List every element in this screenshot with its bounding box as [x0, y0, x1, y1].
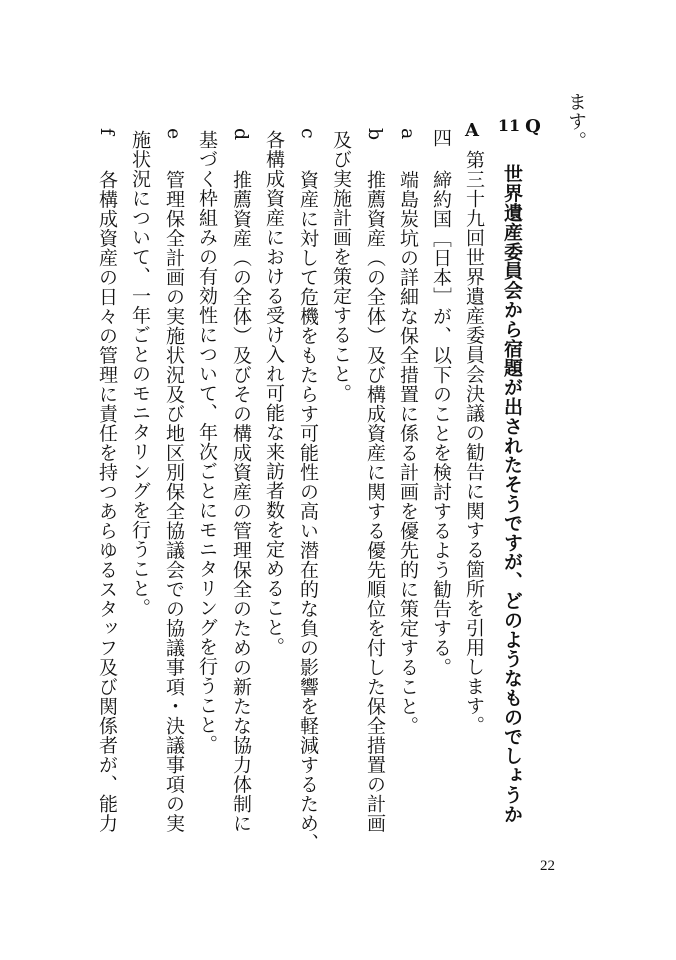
item-b	[365, 128, 384, 153]
carryover-line	[566, 92, 585, 151]
item-b-text-2	[331, 130, 350, 403]
item-four	[431, 128, 450, 160]
item-c	[298, 128, 317, 151]
answer-intro	[464, 150, 483, 735]
item-line: 基づく枠組みの有効性について、年次ごとにモニタリングを行うこと。	[196, 130, 218, 754]
question-marker	[497, 118, 545, 136]
item-marker: a	[397, 128, 419, 140]
item-marker: 四	[430, 128, 452, 148]
item-line: 端島炭坑の詳細な保全措置に係る計画を優先的に策定すること。	[397, 170, 419, 736]
item-marker: e	[163, 128, 185, 140]
item-f-text-1	[97, 170, 116, 833]
item-marker: b	[364, 128, 386, 141]
carryover-text: ます。	[565, 92, 587, 151]
item-c-text-1	[298, 170, 317, 853]
item-d	[231, 128, 250, 153]
item-line: 各構成資産における受け入れ可能な来訪者数を定めること。	[263, 130, 285, 657]
item-a-text	[398, 170, 417, 736]
item-b-text-1	[365, 170, 384, 833]
question-title: 世界遺産委員会から宿題が出されたそうですが、どのようなものでしょうか	[501, 164, 523, 824]
item-marker: f	[96, 128, 118, 136]
item-four-text	[431, 170, 450, 677]
item-e	[164, 128, 183, 152]
item-f	[97, 128, 116, 148]
item-line: 推薦資産（の全体）及び構成資産に関する優先順位を付した保全措置の計画	[364, 170, 386, 833]
question-number: 11	[497, 116, 521, 135]
item-c-text-2	[264, 130, 283, 657]
page-number: 22	[540, 858, 555, 874]
item-line: 各構成資産の日々の管理に責任を持つあらゆるスタッフ及び関係者が、能力	[96, 170, 118, 833]
question-label: Q	[525, 116, 541, 137]
item-line: 推薦資産（の全体）及びその構成資産の管理保全のための新たな協力体制に	[230, 170, 252, 833]
item-a	[398, 128, 417, 152]
item-marker: d	[230, 128, 252, 141]
answer-intro-text: 第三十九回世界遺産委員会決議の勧告に関する箇所を引用します。	[463, 150, 485, 735]
item-d-text-2	[197, 130, 216, 754]
item-line: 施状況について、一年ごとのモニタリングを行うこと。	[129, 130, 151, 618]
answer-label: A	[465, 120, 479, 141]
item-d-text-1	[231, 170, 250, 833]
item-e-text-1	[164, 170, 183, 833]
item-line: 管理保全計画の実施状況及び地区別保全協議会での協議事項・決議事項の実	[163, 170, 185, 833]
item-e-text-2	[130, 130, 149, 618]
item-line: 資産に対して危機をもたらす可能性の高い潜在的な負の影響を軽減するため、	[297, 170, 319, 853]
item-marker: c	[297, 128, 319, 140]
item-line: 及び実施計画を策定すること。	[330, 130, 352, 403]
item-line: 締約国［日本］が、以下のことを検討するよう勧告する。	[430, 170, 452, 677]
